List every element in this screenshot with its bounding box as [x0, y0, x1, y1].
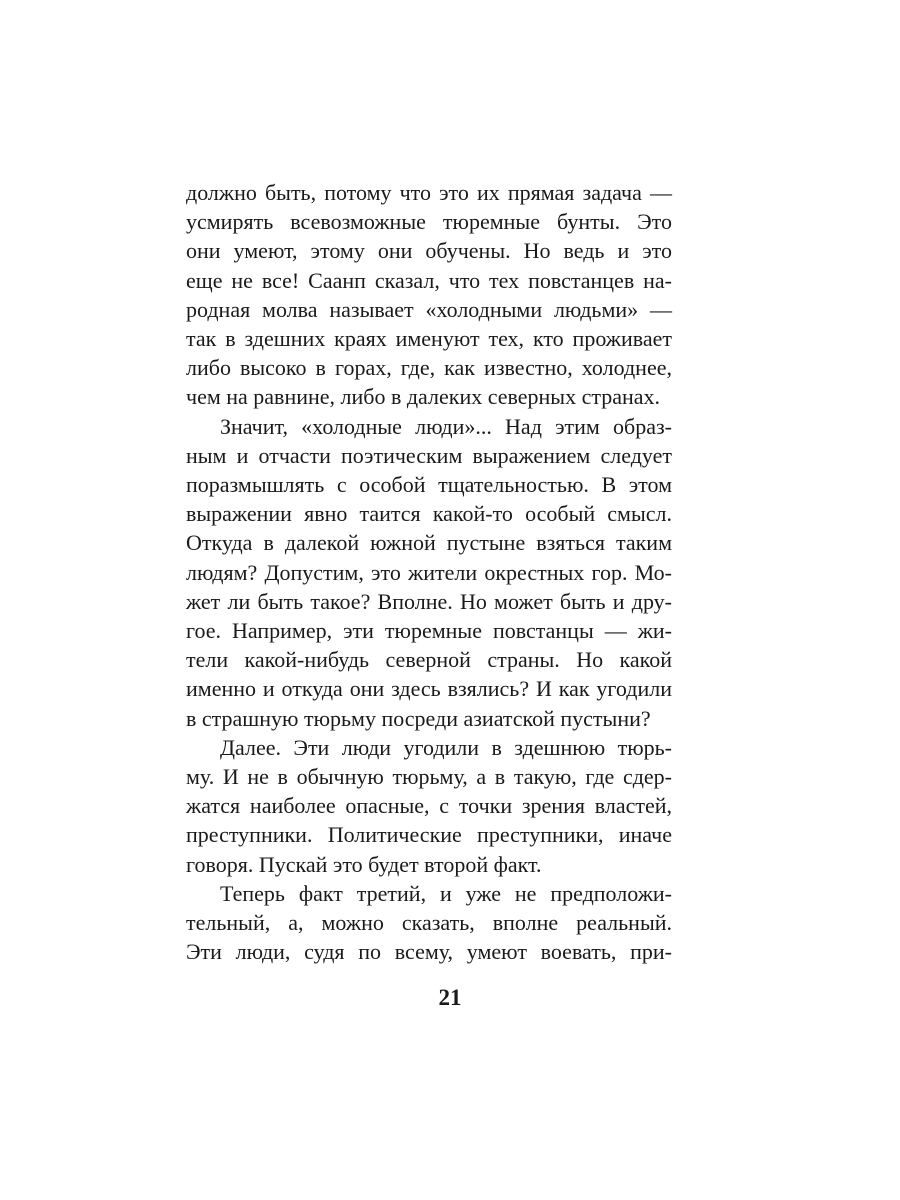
text-line: жатся наиболее опасные, с точки зрения властей, [186, 793, 672, 819]
text-line: в страшную тюрьму посреди азиатской пустыни? [186, 705, 651, 731]
text-line: Эти люди, судя по всему, умеют воевать, при- [186, 939, 672, 965]
text-line: усмирять всевозможные тюремные бунты. Это [186, 209, 672, 235]
text-line: либо высоко в горах, где, как известно, холоднее, [186, 355, 672, 381]
body-text [186, 178, 672, 966]
text-line: Значит, «холодные люди»... Над этим образ- [220, 413, 672, 439]
text-line: жет ли быть такое? Вполне. Но может быть и дру- [186, 588, 672, 614]
text-line: родная молва называет «холодными людьми» — [186, 296, 672, 322]
text-line: му. И не в обычную тюрьму, а в такую, где сдер- [186, 764, 672, 790]
text-line: именно и откуда они здесь взялись? И как угодили [186, 676, 672, 702]
text-line: еще не все! Саанп сказал, что тех повстанцев на- [186, 267, 672, 293]
text-line: должно быть, потому что это их прямая задача — [186, 180, 672, 205]
page-number: 21 [438, 985, 462, 1010]
text-line: чем на равнине, либо в далеких северных странах. [186, 384, 661, 410]
text-line: Откуда в далекой южной пустыне взяться таким [186, 530, 672, 556]
text-line: ным и отчасти поэтическим выражением следует [186, 442, 672, 468]
paragraph [186, 178, 672, 412]
paragraph [186, 412, 672, 733]
text-line: Теперь факт третий, и уже не предположи- [220, 880, 672, 906]
text-line: поразмышлять с особой тщательностью. В этом [186, 472, 672, 498]
paragraph [186, 879, 672, 967]
text-line: преступники. Политические преступники, иначе [186, 822, 672, 848]
text-line: выражении явно таится какой-то особый смысл. [186, 501, 672, 527]
text-line: они умеют, этому они обучены. Но ведь и это [186, 238, 672, 264]
text-line: Далее. Эти люди угодили в здешнюю тюрь- [220, 734, 672, 760]
text-line: гое. Например, эти тюремные повстанцы — жи- [186, 618, 672, 644]
text-line: говоря. Пускай это будет второй факт. [186, 851, 542, 877]
text-line: тельный, а, можно сказать, вполне реальный. [186, 910, 672, 936]
text-line: так в здешних краях именуют тех, кто проживает [186, 326, 672, 352]
text-line: тели какой-нибудь северной страны. Но какой [186, 647, 672, 673]
paragraph [186, 733, 672, 879]
text-line: людям? Допустим, это жители окрестных гор. Мо- [186, 559, 672, 585]
